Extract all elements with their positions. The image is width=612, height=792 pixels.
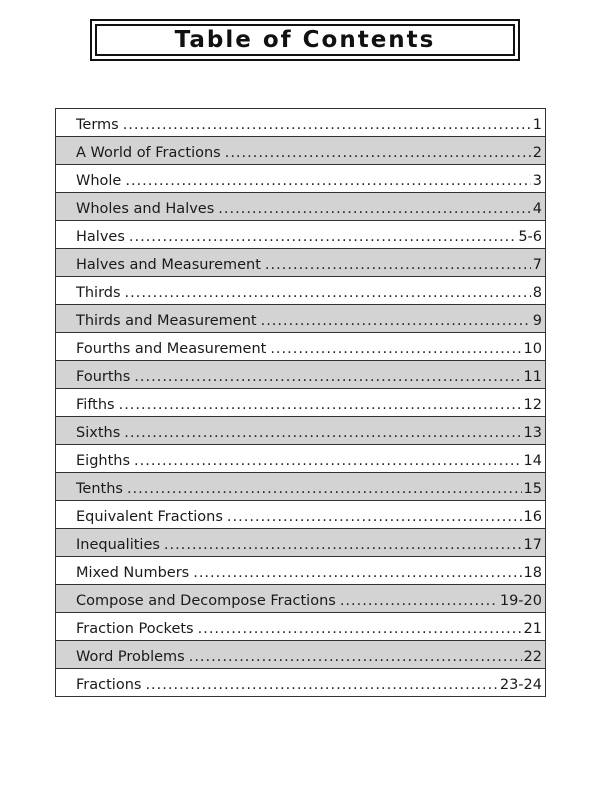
toc-entry-label: Fourths and Measurement	[76, 341, 267, 357]
dot-leader	[125, 172, 530, 190]
toc-row	[56, 249, 545, 277]
dot-leader	[218, 200, 530, 218]
dot-leader	[134, 368, 521, 386]
toc-entry-page: 17	[523, 537, 542, 553]
dot-leader	[225, 144, 531, 162]
toc-row	[56, 221, 545, 249]
toc-row	[56, 109, 545, 137]
toc-entry-page: 8	[532, 285, 542, 301]
dot-leader	[198, 620, 522, 638]
toc-entry-label: Word Problems	[76, 649, 185, 665]
toc-entry-page: 23-24	[499, 677, 542, 693]
toc-entry-page: 21	[523, 621, 542, 637]
dot-leader	[123, 116, 531, 134]
title-frame	[90, 19, 520, 61]
toc-entry-label: Compose and Decompose Fractions	[76, 593, 336, 609]
toc-entry-label: Tenths	[76, 481, 123, 497]
dot-leader	[265, 256, 531, 274]
toc-entry-page: 9	[532, 313, 542, 329]
toc-row	[56, 417, 545, 445]
toc-entry-label: Thirds and Measurement	[76, 313, 257, 329]
dot-leader	[164, 536, 522, 554]
toc-row	[56, 165, 545, 193]
toc-row	[56, 277, 545, 305]
toc-row	[56, 669, 545, 697]
toc-row	[56, 137, 545, 165]
toc-row	[56, 585, 545, 613]
toc-entry-label: Whole	[76, 173, 122, 189]
dot-leader	[125, 284, 531, 302]
toc-entry-label: Inequalities	[76, 537, 160, 553]
toc-entry-label: Eighths	[76, 453, 131, 469]
toc-entry-label: Wholes and Halves	[76, 201, 215, 217]
toc-row	[56, 445, 545, 473]
toc-entry-label: Fraction Pockets	[76, 621, 194, 637]
toc-entry-page: 10	[523, 341, 542, 357]
dot-leader	[189, 648, 522, 666]
toc-entry-label: A World of Fractions	[76, 145, 221, 161]
title-inner-frame	[95, 24, 515, 56]
toc-entry-page: 18	[523, 565, 542, 581]
page-title: Table of Contents	[174, 27, 436, 53]
toc-entry-label: Thirds	[76, 285, 121, 301]
toc-entry-page: 3	[532, 173, 542, 189]
dot-leader	[134, 452, 522, 470]
dot-leader	[340, 592, 498, 610]
toc-entry-page: 13	[523, 425, 542, 441]
toc-entry-page: 16	[523, 509, 542, 525]
dot-leader	[227, 508, 522, 526]
toc-entry-label: Fifths	[76, 397, 115, 413]
dot-leader	[124, 424, 521, 442]
dot-leader	[261, 312, 531, 330]
toc-entry-label: Mixed Numbers	[76, 565, 190, 581]
toc-entry-page: 2	[532, 145, 542, 161]
toc-row	[56, 333, 545, 361]
toc-row	[56, 501, 545, 529]
toc-row	[56, 529, 545, 557]
toc-entry-label: Fractions	[76, 677, 142, 693]
toc-entry-page: 12	[523, 397, 542, 413]
table-of-contents	[55, 108, 546, 697]
dot-leader	[127, 480, 522, 498]
toc-row	[56, 641, 545, 669]
toc-entry-label: Sixths	[76, 425, 121, 441]
toc-entry-page: 4	[532, 201, 542, 217]
toc-entry-page: 5-6	[518, 229, 542, 245]
toc-row	[56, 557, 545, 585]
dot-leader	[193, 564, 521, 582]
toc-entry-page: 19-20	[499, 593, 542, 609]
toc-row	[56, 613, 545, 641]
toc-row	[56, 473, 545, 501]
dot-leader	[270, 340, 521, 358]
dot-leader	[145, 676, 497, 694]
toc-entry-label: Fourths	[76, 369, 131, 385]
toc-entry-label: Halves	[76, 229, 125, 245]
toc-row	[56, 389, 545, 417]
toc-entry-page: 22	[523, 649, 542, 665]
toc-entry-page: 7	[532, 257, 542, 273]
toc-entry-page: 15	[523, 481, 542, 497]
toc-entry-page: 1	[532, 117, 542, 133]
toc-entry-label: Halves and Measurement	[76, 257, 261, 273]
toc-row	[56, 193, 545, 221]
toc-entry-page: 11	[523, 369, 542, 385]
toc-entry-page: 14	[523, 453, 542, 469]
toc-entry-label: Equivalent Fractions	[76, 509, 223, 525]
dot-leader	[119, 396, 522, 414]
dot-leader	[129, 228, 516, 246]
toc-row	[56, 305, 545, 333]
toc-row	[56, 361, 545, 389]
toc-entry-label: Terms	[76, 117, 119, 133]
